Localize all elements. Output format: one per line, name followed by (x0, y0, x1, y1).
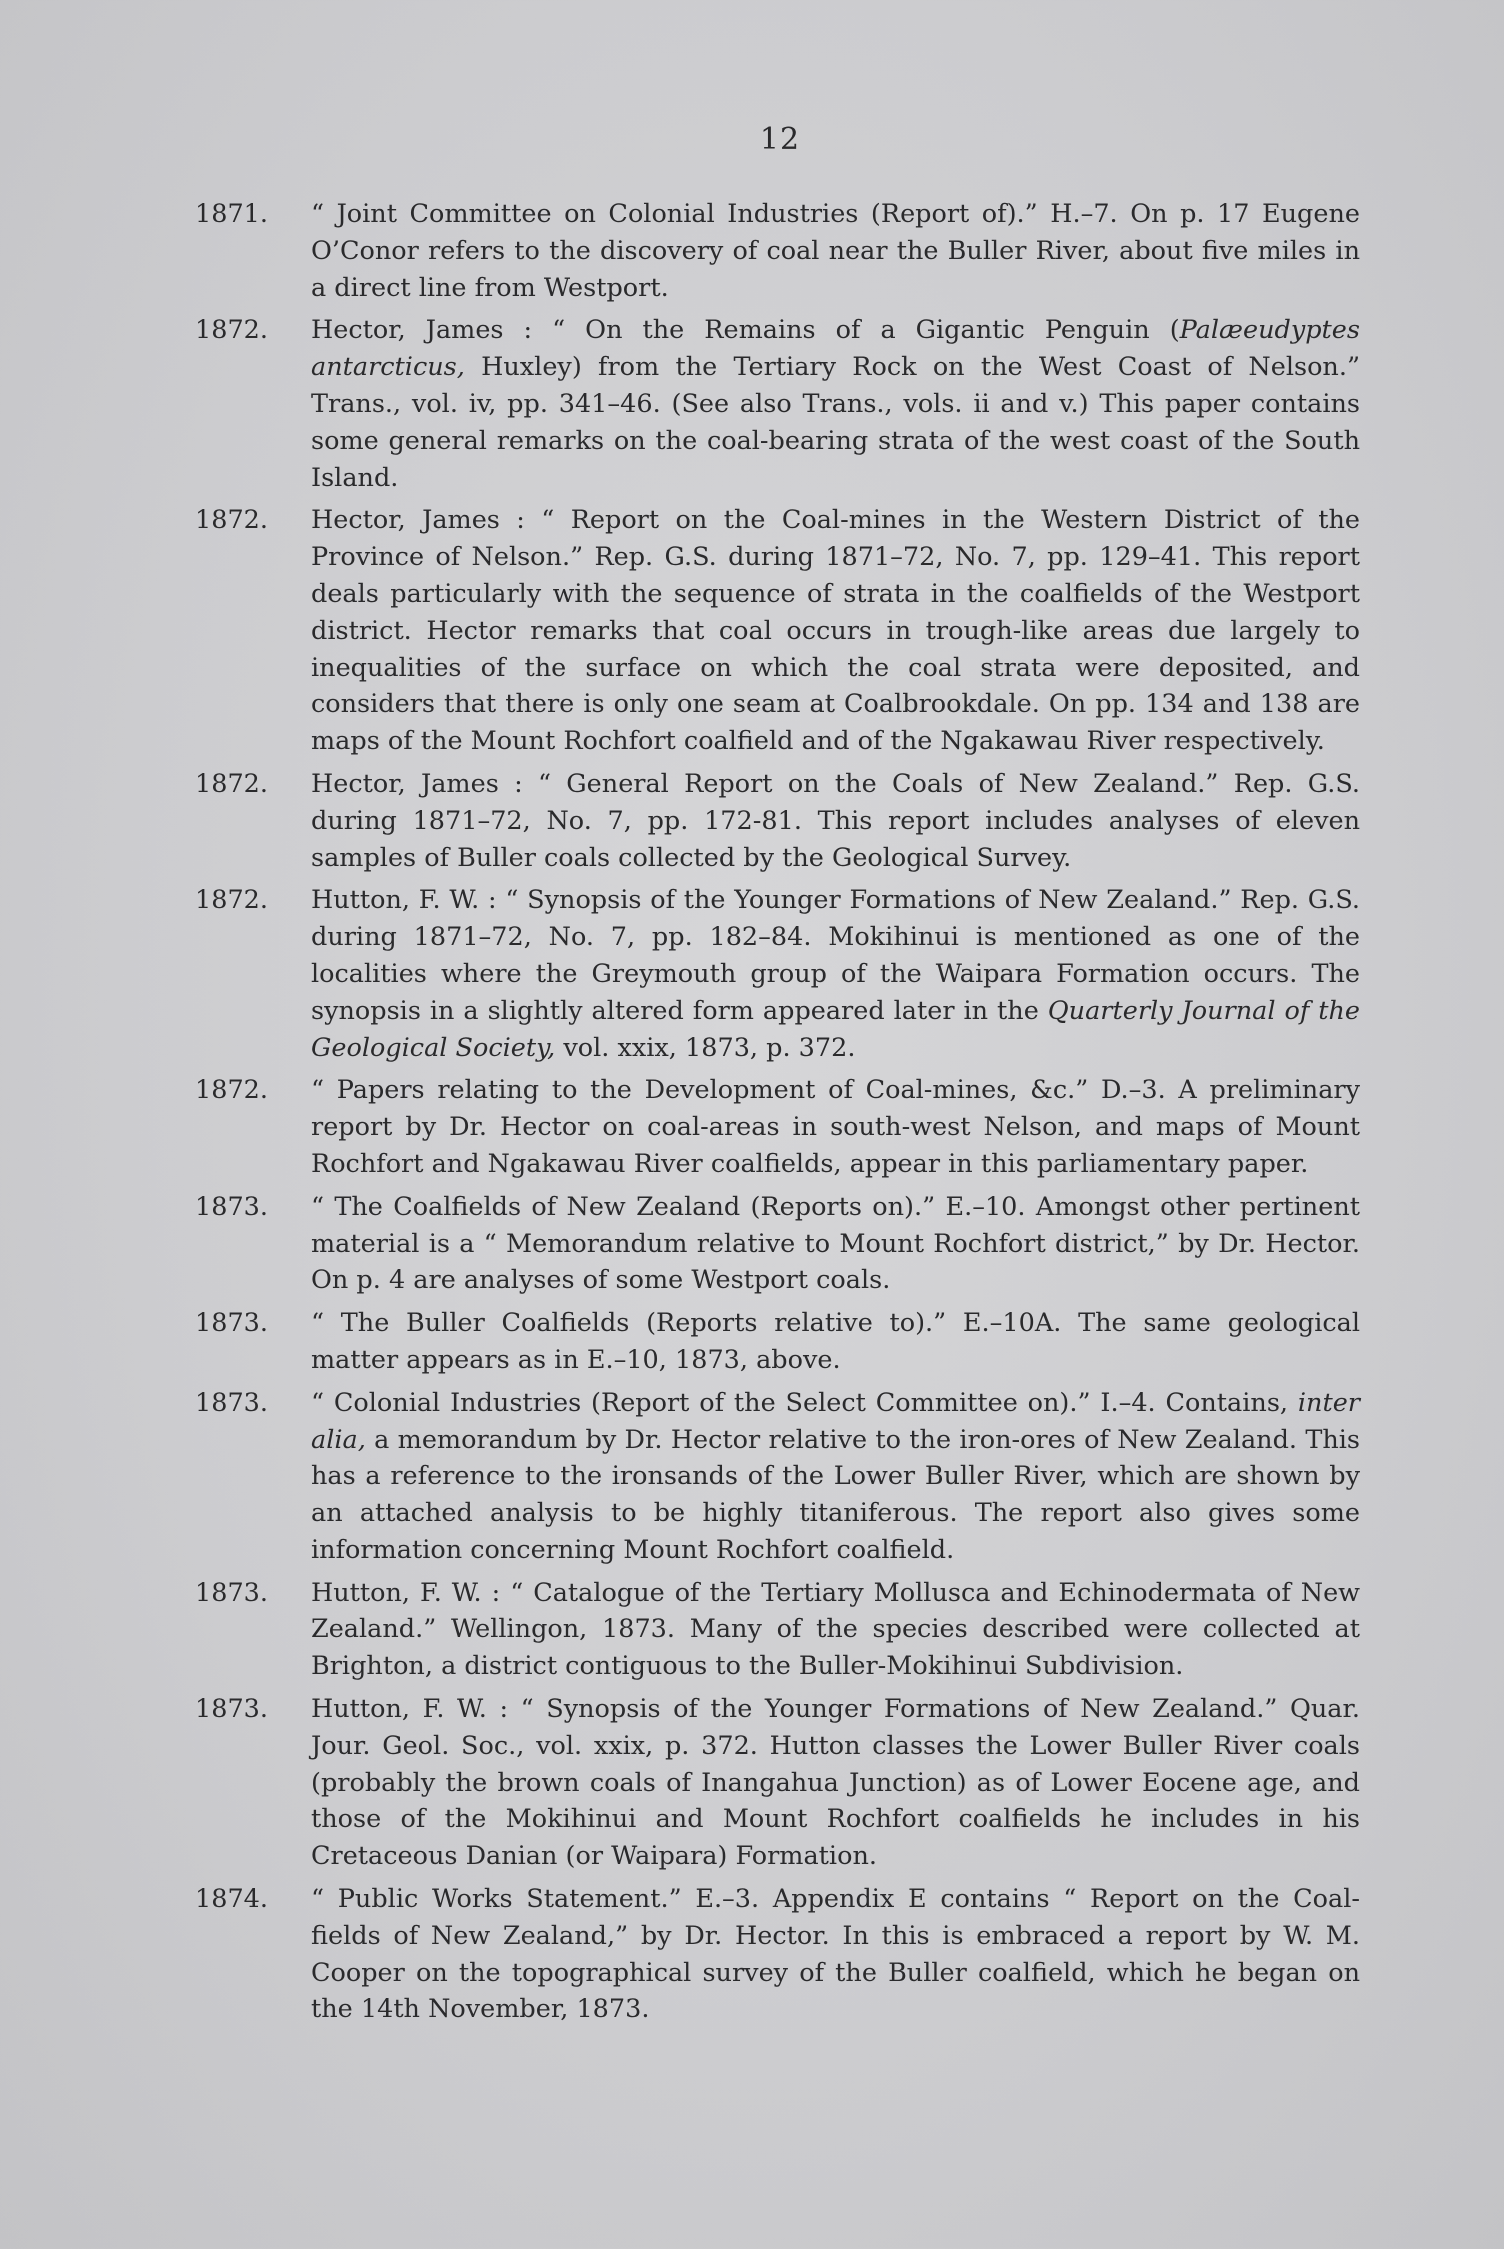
bibliography-list (195, 196, 1360, 2034)
entry-year: 1871. (195, 199, 269, 229)
entry-text: Hutton, F. W. : “ Synopsis of the Younger Formations of New Zealand.” Rep. G.S. during 1871–72, No. 7, pp. 182–84. Mokihinui is mentioned as one of the localities where the Greymouth group of the Waipara Formation occurs. The synopsis in a slightly altered form appeared later in the Quarterly Journal of the Geological Society, vol. xxix, 1873, p. 372. (311, 885, 1360, 1063)
entry-text: “ Joint Committee on Colonial Industries (Report of).” H.–7. On p. 17 Eugene O’Conor refers to the discovery of coal near the Buller River, about five miles in a direct line from Westport. (311, 199, 1360, 303)
entry-text: “ The Buller Coalfields (Reports relative to).” E.–10A. The same geological matter appears as in E.–10, 1873, above. (311, 1308, 1360, 1375)
entry-year: 1872. (195, 768, 269, 799)
entry-year: 1873. (195, 1577, 269, 1608)
entry-text: Hector, James : “ General Report on the Coals of New Zealand.” Rep. G.S. during 1871–72, No. 7, pp. 172-81. This report includes analyses of eleven samples of Buller coals collected by the Geological Survey. (311, 768, 1360, 873)
bibliography-entry (195, 1691, 1360, 1875)
italic-journal-title: Quarterly Journal of the Geological Society, (311, 995, 1360, 1063)
entry-year: 1872. (195, 1075, 269, 1106)
bibliography-entry (195, 1575, 1360, 1685)
bibliography-entry (195, 312, 1360, 496)
entry-year: 1873. (195, 1694, 269, 1725)
bibliography-entry (195, 502, 1360, 760)
bibliography-entry (195, 766, 1360, 876)
page-number: 12 (759, 122, 801, 157)
entry-year: 1874. (195, 1884, 269, 1915)
entry-text: Hutton, F. W. : “ Synopsis of the Younger Formations of New Zealand.” Quar. Jour. Geol. Soc., vol. xxix, p. 372. Hutton classes the Lower Buller River coals (probably the brown coals of Inangahua Junction) as of Lower Eocene age, and those of the Mokihinui and Mount Rochfort coalfields he includes in his Cretaceous Danian (or Waipara) Formation. (311, 1694, 1360, 1872)
entry-text: “ Papers relating to the Development of Coal-mines, &c.” D.–3. A preliminary report by Dr. Hector on coal-areas in south-west Nelson, and maps of Mount Rochfort and Ngakawau River coalfields, appear in this parliamentary paper. (311, 1075, 1360, 1179)
entry-year: 1873. (195, 1191, 269, 1222)
italic-latin-phrase: inter alia, (311, 1387, 1360, 1455)
entry-year: 1872. (195, 505, 269, 536)
bibliography-entry (195, 196, 1360, 306)
entry-year: 1872. (195, 885, 269, 916)
bibliography-entry (195, 1072, 1360, 1182)
bibliography-entry (195, 1881, 1360, 2028)
entry-year: 1873. (195, 1308, 269, 1339)
bibliography-entry (195, 1385, 1360, 1569)
entry-text: Hutton, F. W. : “ Catalogue of the Tertiary Mollusca and Echinodermata of New Zealand.” Wellingon, 1873. Many of the species described were collected at Brighton, a district contiguous to the Buller-Mokihinui Subdivision. (311, 1577, 1360, 1682)
entry-year: 1873. (195, 1387, 269, 1418)
entry-text: “ Colonial Industries (Report of the Select Committee on).” I.–4. Contains, inter alia, a memorandum by Dr. Hector relative to the iron-ores of New Zealand. This has a reference to the ironsands of the Lower Buller River, which are shown by an attached analysis to be highly titaniferous. The report also gives some information concerning Mount Rochfort coalfield. (311, 1387, 1360, 1565)
bibliography-entry (195, 1189, 1360, 1299)
entry-year: 1872. (195, 315, 269, 346)
bibliography-entry (195, 1305, 1360, 1379)
bibliography-entry (195, 882, 1360, 1066)
entry-text: “ Public Works Statement.” E.–3. Appendix E contains “ Report on the Coal-fields of New Zealand,” by Dr. Hector. In this is embraced a report by W. M. Cooper on the topographical survey of the Buller coalfield, which he began on the 14th November, 1873. (311, 1884, 1360, 2025)
entry-text: “ The Coalfields of New Zealand (Reports on).” E.–10. Amongst other pertinent material is a “ Memorandum relative to Mount Rochfort district,” by Dr. Hector. On p. 4 are analyses of some Westport coals. (311, 1191, 1360, 1296)
entry-text: Hector, James : “ Report on the Coal-mines in the Western District of the Province of Nelson.” Rep. G.S. during 1871–72, No. 7, pp. 129–41. This report deals particularly with the sequence of strata in the coalfields of the Westport district. Hector remarks that coal occurs in trough-like areas due largely to inequalities of the surface on which the coal strata were deposited, and considers that there is only one seam at Coalbrookdale. On pp. 134 and 138 are maps of the Mount Rochfort coalfield and of the Ngakawau River respectively. (311, 505, 1360, 757)
entry-text: Hector, James : “ On the Remains of a Gigantic Penguin (Palæeudyptes antarcticus, Huxley) from the Tertiary Rock on the West Coast of Nelson.” Trans., vol. iv, pp. 341–46. (See also Trans., vols. ii and v.) This paper contains some general remarks on the coal-bearing strata of the west coast of the South Island. (311, 315, 1360, 493)
italic-species-name: Palæeudyptes antarcticus, (311, 315, 1360, 383)
